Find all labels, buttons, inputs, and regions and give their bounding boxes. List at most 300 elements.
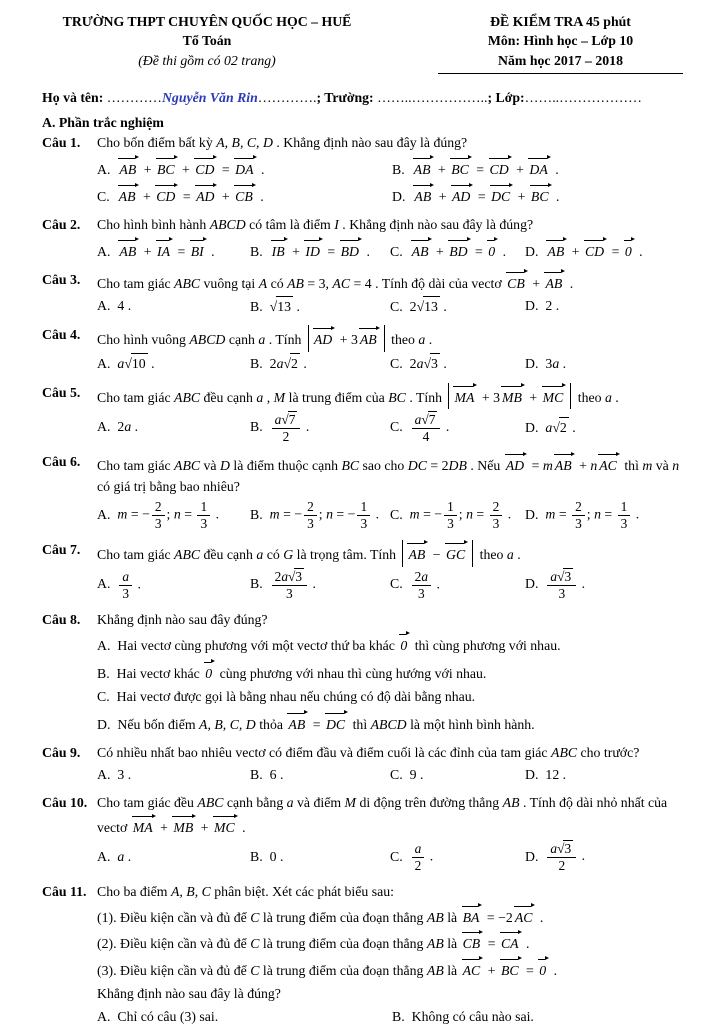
option-a xyxy=(97,630,683,658)
text-run: Cho tam giác xyxy=(97,389,175,405)
option-a xyxy=(97,1005,392,1029)
absolute-value xyxy=(308,325,385,352)
math-var: A, B, C xyxy=(170,883,211,899)
vector: AD xyxy=(505,452,527,477)
option-b xyxy=(250,567,390,604)
question-label: Câu 2. xyxy=(42,217,81,233)
radicand: 7 xyxy=(288,411,296,427)
numerator xyxy=(412,841,425,858)
option-c xyxy=(390,764,525,788)
math-var: DB xyxy=(448,458,467,474)
numerator xyxy=(412,569,431,586)
text-run: là trung điểm của đoạn thẳng xyxy=(259,963,427,978)
vector: AB xyxy=(411,238,432,263)
text-run: 0 . xyxy=(269,849,284,865)
text-run: Chỉ có câu (3) sai. xyxy=(117,1008,219,1024)
radical-sign-icon: √ xyxy=(283,356,292,372)
option-b xyxy=(250,294,390,319)
text-run: thỏa xyxy=(255,716,287,732)
option-key: B. xyxy=(250,298,263,314)
text-run: Không có câu nào sai. xyxy=(411,1008,534,1024)
question-label: Câu 10. xyxy=(42,795,88,811)
text-run: = − xyxy=(279,506,303,522)
option-d xyxy=(525,415,683,440)
text-run: = xyxy=(174,243,189,259)
header-left xyxy=(42,12,372,74)
math-var: a xyxy=(117,356,125,372)
text-run: . xyxy=(578,576,586,592)
vector: DA xyxy=(528,156,550,181)
vector: IB xyxy=(271,238,288,263)
text-run: là xyxy=(443,909,461,925)
text-run: 1 xyxy=(447,499,454,515)
option-d xyxy=(525,295,683,319)
math-var: a xyxy=(421,568,429,584)
text-run: . xyxy=(257,161,265,177)
vector: AB xyxy=(118,156,139,181)
text-run: là trọng tâm. Tính xyxy=(293,546,400,562)
math-var: DC xyxy=(407,458,427,474)
radical-sign-icon: √ xyxy=(557,569,565,584)
option-b xyxy=(250,764,390,788)
vector: MC xyxy=(542,384,567,409)
numerator xyxy=(119,569,132,586)
fraction xyxy=(304,499,317,532)
numerator xyxy=(272,568,307,586)
denominator xyxy=(304,516,317,532)
math-var: AB xyxy=(502,795,520,811)
text-run: . xyxy=(134,576,142,592)
text-run: Hai vectơ được gọi là bằng nhau nếu chúng có độ dài bằng nhau. xyxy=(116,689,476,705)
numerator xyxy=(197,499,210,516)
text-run: . xyxy=(256,189,264,205)
vector: AB xyxy=(118,183,139,208)
header xyxy=(42,12,683,74)
fraction xyxy=(412,411,441,445)
name-label: Họ và tên: xyxy=(42,89,107,105)
text-run: . xyxy=(363,243,370,259)
text-run: . Khẳng định nào sau đây là đúng? xyxy=(272,135,468,151)
text-run: . xyxy=(513,546,521,562)
statement-3 xyxy=(97,956,683,983)
option-key: D. xyxy=(525,576,539,592)
vector: DC xyxy=(325,711,348,736)
denominator xyxy=(618,516,631,532)
question-row xyxy=(42,133,683,154)
option-key: A. xyxy=(97,1008,111,1024)
option-key: B. xyxy=(392,161,405,177)
option-a xyxy=(97,236,250,264)
question-row xyxy=(42,793,683,838)
vector: BI xyxy=(190,238,207,263)
text-run: = 2 xyxy=(426,458,449,474)
question-row xyxy=(42,215,683,236)
math-var: M xyxy=(273,389,286,405)
fraction xyxy=(272,411,301,445)
text-run: 2 xyxy=(282,428,290,444)
text-run: và xyxy=(652,458,673,474)
question-label: Câu 6. xyxy=(42,454,81,470)
exam-subject: Môn: Hình học – Lớp 10 xyxy=(487,33,634,49)
option-c xyxy=(97,182,392,210)
option-key: A. xyxy=(97,161,111,177)
option-c xyxy=(97,686,683,710)
text-run: và điểm xyxy=(293,795,345,811)
question-row xyxy=(42,882,683,903)
vector: 0 xyxy=(624,238,635,263)
math-var: BC xyxy=(388,389,406,405)
options xyxy=(97,567,683,604)
math-var: a xyxy=(256,389,264,405)
fraction xyxy=(547,840,576,874)
text-run: . xyxy=(299,356,307,372)
text-run: thì cùng phương với nhau. xyxy=(411,637,561,653)
question-body xyxy=(97,215,683,236)
text-run: 4 xyxy=(422,428,430,444)
text-run: . xyxy=(147,356,155,372)
vector: AD xyxy=(451,183,473,208)
text-run: . xyxy=(426,848,434,864)
vector: CD xyxy=(155,183,178,208)
question-8 xyxy=(42,610,683,737)
math-var: m xyxy=(542,458,553,474)
option-c xyxy=(390,409,525,446)
leader-dots: ……..…………….. xyxy=(377,89,488,105)
option-key: C. xyxy=(390,506,403,522)
options xyxy=(97,498,683,534)
question-footer xyxy=(97,983,683,1006)
question-6 xyxy=(42,452,683,534)
option-key: D. xyxy=(525,506,539,522)
text-run: . xyxy=(611,389,619,405)
math-var: AC xyxy=(332,275,351,291)
text-run: là xyxy=(443,936,461,952)
vector: BC xyxy=(156,156,178,181)
text-run: . xyxy=(131,419,139,435)
question-row xyxy=(42,383,683,410)
text-run: 2 xyxy=(575,499,582,515)
question-label: Câu 7. xyxy=(42,541,81,557)
math-var: a xyxy=(604,389,612,405)
square-root xyxy=(557,568,573,585)
text-run: Hai vectơ cùng phương với một vectơ thứ ba khác xyxy=(117,637,399,653)
text-run: Cho ba điểm xyxy=(97,883,171,899)
text-run: , xyxy=(263,389,274,405)
math-var: n xyxy=(326,506,333,522)
vector: AD xyxy=(313,326,335,351)
math-var: ABC xyxy=(197,795,224,811)
numerator xyxy=(304,499,317,516)
vector: CD xyxy=(489,156,512,181)
questions-container xyxy=(42,133,683,1029)
text-run: 2 xyxy=(414,857,422,873)
option-key: C. xyxy=(97,189,110,205)
text-run: = xyxy=(484,936,499,952)
text-run: đều cạnh xyxy=(200,546,257,562)
text-run: Có nhiều nhất bao nhiêu vectơ có điểm đầu và điểm cuối là các đỉnh của tam giác xyxy=(97,745,552,761)
option-a xyxy=(97,567,250,603)
text-run: . xyxy=(124,849,132,865)
option-d xyxy=(97,709,683,737)
text-run: . xyxy=(504,506,512,522)
radical-sign-icon: √ xyxy=(423,356,432,372)
section-title: A. Phần trắc nghiệm xyxy=(42,114,164,130)
text-run: . xyxy=(568,419,576,435)
vector: GC xyxy=(445,541,468,566)
question-body xyxy=(97,133,683,154)
school-name: TRƯỜNG THPT CHUYÊN QUỐC HỌC – HUẾ xyxy=(62,14,352,29)
question-label: Câu 9. xyxy=(42,745,81,761)
text-run: thì xyxy=(349,716,371,732)
question-body xyxy=(97,793,683,838)
absolute-value xyxy=(402,540,473,567)
text-run: . xyxy=(559,355,567,371)
math-var: n xyxy=(594,506,601,522)
text-run: có xyxy=(263,546,284,562)
math-var: a xyxy=(286,795,294,811)
denominator xyxy=(119,586,132,602)
text-run: + xyxy=(435,189,450,205)
text-run: . Tính độ dài nhỏ nhất của vectơ xyxy=(97,795,668,836)
square-root xyxy=(283,353,299,375)
options xyxy=(97,409,683,446)
square-root xyxy=(423,353,439,375)
denominator xyxy=(412,429,441,445)
math-var: a xyxy=(276,356,284,372)
question-label: Câu 1. xyxy=(42,135,81,151)
text-run: 3 xyxy=(545,355,553,371)
fraction xyxy=(547,568,576,602)
text-run: 3 xyxy=(492,516,500,532)
fraction xyxy=(152,499,165,532)
option-b xyxy=(250,409,390,446)
text-run: 4 . xyxy=(117,298,132,314)
option-d xyxy=(392,182,683,210)
vector: AB xyxy=(546,238,567,263)
option-d xyxy=(525,236,683,264)
option-d xyxy=(525,567,683,604)
text-run: 2 xyxy=(117,419,125,435)
option-key: A. xyxy=(97,767,111,783)
numerator xyxy=(272,411,301,429)
text-run: (2). Điều kiện cần và đủ để xyxy=(97,936,251,952)
option-a xyxy=(97,846,250,870)
exam-note: (Đề thi gồm có 02 trang) xyxy=(138,52,276,68)
text-run: . xyxy=(372,506,380,522)
question-row xyxy=(42,540,683,567)
vector: BC xyxy=(500,957,522,982)
text-run: = xyxy=(528,458,543,474)
math-var: n xyxy=(672,458,680,474)
text-run: = xyxy=(309,716,324,732)
vector: AC xyxy=(514,904,536,929)
text-run: 2 xyxy=(154,499,162,515)
radicand: 13 xyxy=(276,296,293,318)
text-run: phân biệt. Xét các phát biểu sau: xyxy=(210,883,394,899)
student-info-line xyxy=(42,88,683,109)
option-c xyxy=(390,839,525,875)
math-var: ABC xyxy=(174,389,201,405)
text-run: 3 xyxy=(620,516,628,532)
option-key: B. xyxy=(250,356,263,372)
square-root xyxy=(552,417,568,439)
text-run: (1). Điều kiện cần và đủ để xyxy=(97,909,251,925)
question-body xyxy=(97,882,683,903)
question-label: Câu 5. xyxy=(42,384,81,400)
text-run: = xyxy=(323,243,339,259)
text-run: Cho tam giác xyxy=(97,458,175,474)
radicand: 10 xyxy=(131,353,148,375)
option-key: D. xyxy=(525,848,539,864)
text-run: + xyxy=(525,389,541,405)
math-var: A xyxy=(258,275,268,291)
math-var: ABC xyxy=(551,745,578,761)
text-run: + xyxy=(197,820,212,836)
question-body xyxy=(97,325,683,352)
text-run: . xyxy=(309,576,316,592)
option-c xyxy=(390,236,525,264)
text-run: . xyxy=(302,418,310,434)
text-run: . xyxy=(293,298,300,314)
text-run: Cho tam giác đều xyxy=(97,795,198,811)
option-key: C. xyxy=(390,848,403,864)
text-run: Cho tam giác xyxy=(97,275,175,291)
text-run: . xyxy=(207,243,215,259)
option-key: A. xyxy=(97,849,111,865)
text-run: . xyxy=(442,418,450,434)
fraction xyxy=(197,499,210,532)
vector: BC xyxy=(530,183,552,208)
denominator xyxy=(547,858,576,874)
text-run: và xyxy=(200,458,220,474)
radical-sign-icon: √ xyxy=(269,298,278,314)
question-body xyxy=(97,610,683,631)
denominator xyxy=(272,429,301,445)
text-run: Khẳng định nào sau đây là đúng? xyxy=(97,985,281,1001)
vector: MB xyxy=(501,384,525,409)
option-key: A. xyxy=(97,576,111,592)
text-run: 2 xyxy=(558,858,566,874)
denominator xyxy=(444,516,457,532)
text-run: = − xyxy=(419,506,443,522)
text-run: cạnh xyxy=(225,332,259,348)
numerator xyxy=(490,499,503,516)
radicand: 3 xyxy=(430,353,440,375)
vector: CA xyxy=(500,930,522,955)
text-run: 3 xyxy=(418,585,425,601)
text-run: Cho hình vuông xyxy=(97,332,190,348)
math-var: m xyxy=(269,506,280,522)
fraction xyxy=(412,569,431,602)
text-run: cho trước? xyxy=(577,745,640,761)
radical-sign-icon: √ xyxy=(552,419,560,435)
option-key: A. xyxy=(97,419,111,435)
vector: AD xyxy=(195,183,217,208)
text-run: Cho tam giác xyxy=(97,546,175,562)
denominator xyxy=(357,516,370,532)
text-run: Cho bốn điểm bất kỳ xyxy=(97,135,217,151)
vector: ID xyxy=(304,238,323,263)
vector: AB xyxy=(554,452,575,477)
text-run: ; xyxy=(458,506,467,522)
math-var: G xyxy=(283,546,294,562)
text-run: theo xyxy=(476,546,507,562)
vector: 0 xyxy=(487,238,498,263)
option-c xyxy=(390,352,525,377)
math-var: a xyxy=(281,569,289,584)
option-key: A. xyxy=(97,243,111,259)
option-a xyxy=(97,764,250,788)
text-run: . xyxy=(552,189,560,205)
text-run: . xyxy=(632,506,640,522)
text-run: . xyxy=(551,161,559,177)
math-var: a xyxy=(122,568,130,584)
option-key: C. xyxy=(390,767,403,783)
math-var: a xyxy=(550,569,558,584)
option-b xyxy=(392,154,683,182)
text-run: là xyxy=(443,963,461,978)
math-var: a xyxy=(545,419,553,435)
text-run: + xyxy=(575,458,591,474)
leader-dots: ………… xyxy=(106,89,162,105)
text-run: + 3 xyxy=(478,389,500,405)
math-var: ABC xyxy=(174,458,201,474)
text-run: cùng phương với nhau thì cùng hướng với nhau. xyxy=(216,665,487,681)
math-var: m xyxy=(642,458,653,474)
text-run: = xyxy=(522,963,538,978)
option-d xyxy=(525,352,683,376)
math-var: a xyxy=(124,419,132,435)
text-run: Cho hình bình hành xyxy=(97,217,210,233)
radical-sign-icon: √ xyxy=(421,411,429,427)
option-a xyxy=(97,352,250,377)
radicand: 3 xyxy=(564,841,572,857)
text-run: 3 xyxy=(307,516,314,532)
text-run: . xyxy=(550,963,558,978)
option-b xyxy=(250,352,390,377)
question-9 xyxy=(42,743,683,787)
text-run: . xyxy=(212,506,220,522)
option-c xyxy=(390,294,525,319)
question-7 xyxy=(42,540,683,604)
header-right xyxy=(438,12,683,74)
denominator xyxy=(572,516,585,532)
text-run: đều cạnh xyxy=(200,389,257,405)
vector: CD xyxy=(584,238,607,263)
text-run: theo xyxy=(574,389,605,405)
denominator xyxy=(412,586,431,602)
option-c xyxy=(390,498,525,534)
school-label: ; Trường: xyxy=(316,89,378,105)
option-b xyxy=(250,498,390,534)
square-root xyxy=(421,411,437,428)
text-run: . Nếu xyxy=(466,458,504,474)
options xyxy=(97,839,683,876)
question-5 xyxy=(42,383,683,447)
vector: CD xyxy=(194,156,217,181)
option-a xyxy=(97,416,250,440)
option-key: A. xyxy=(97,637,111,653)
text-run: = − xyxy=(127,506,150,522)
text-run: 3 xyxy=(122,585,130,601)
text-run: 3 xyxy=(360,516,368,532)
options xyxy=(97,764,683,788)
text-run: = −2 xyxy=(483,909,513,925)
option-key: D. xyxy=(525,243,539,259)
option-key: C. xyxy=(390,418,403,434)
math-var: AB xyxy=(287,275,304,291)
options xyxy=(97,236,683,264)
